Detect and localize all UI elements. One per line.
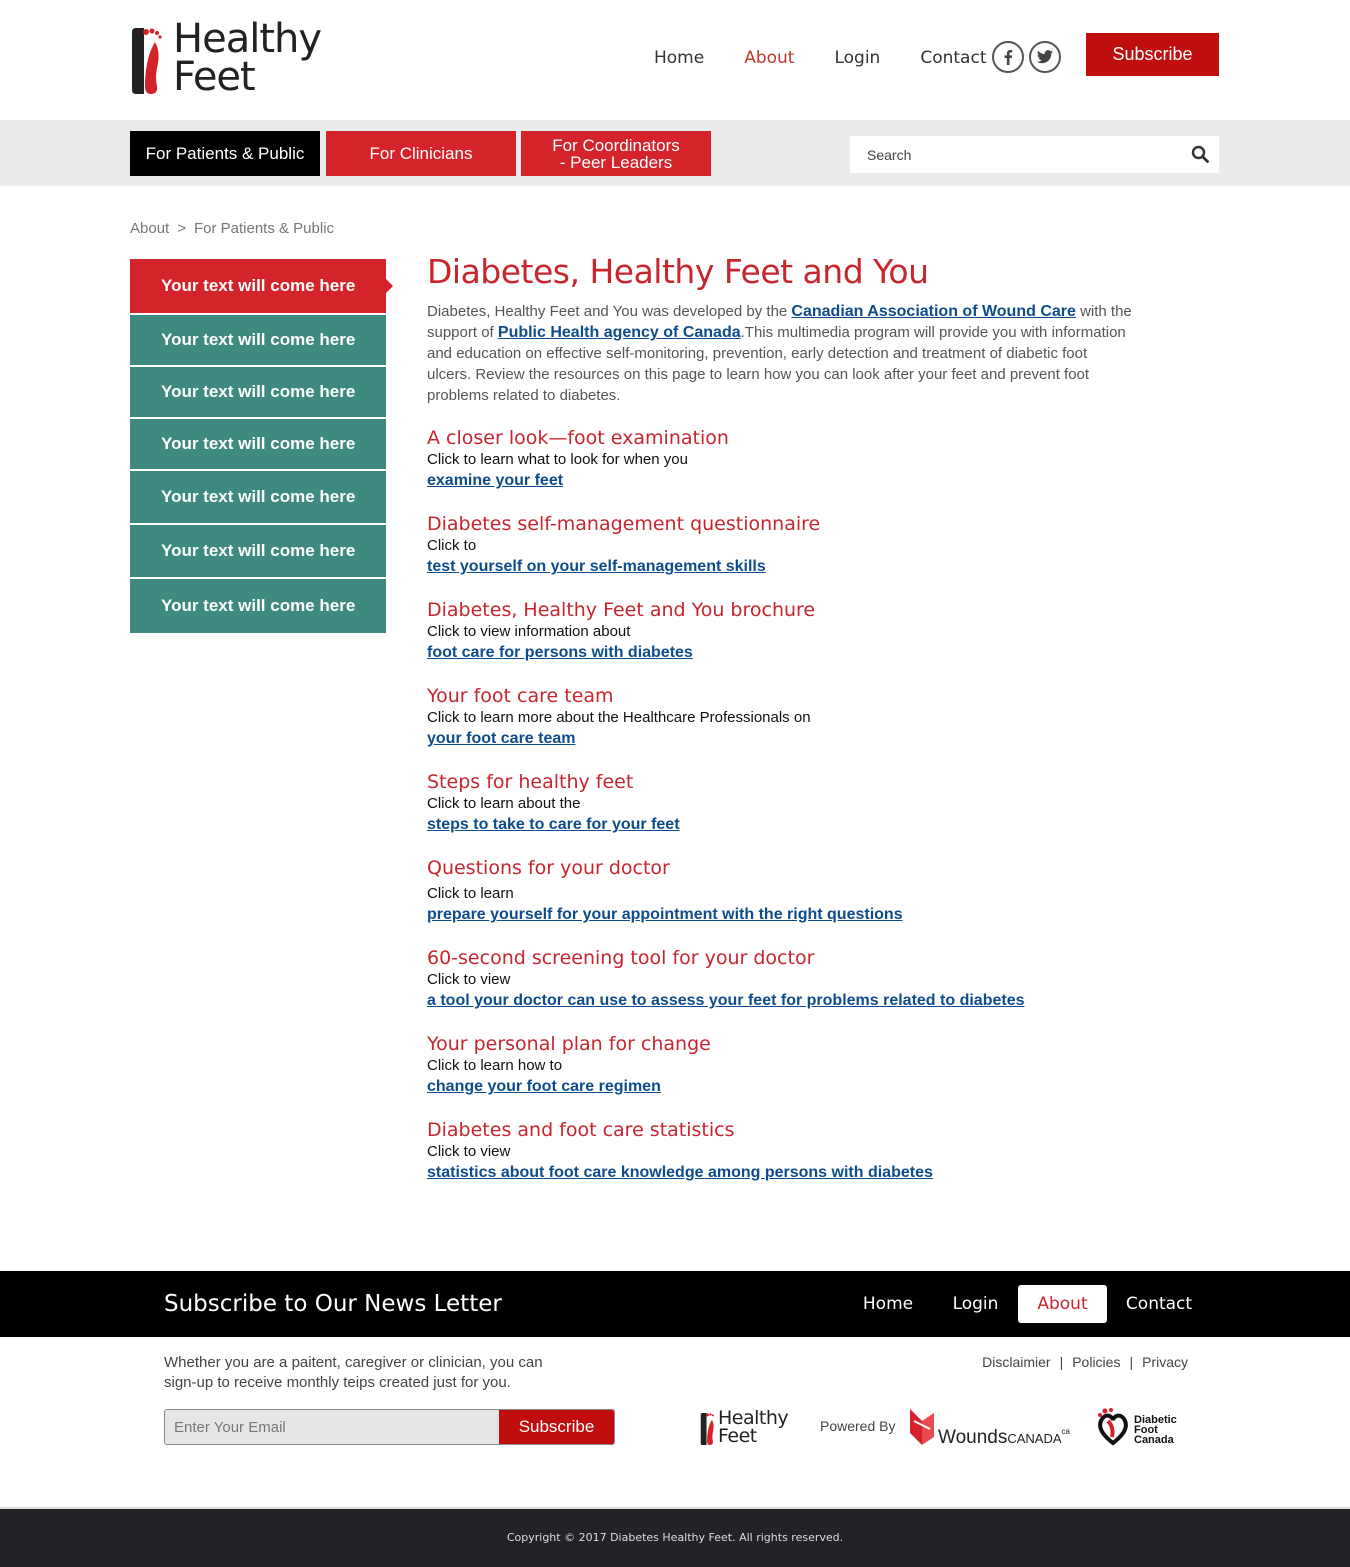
- sidebar-item-1[interactable]: Your text will come here: [130, 259, 386, 313]
- section-link[interactable]: foot care for persons with diabetes: [427, 644, 693, 661]
- newsletter-form: [164, 1409, 615, 1445]
- site-header: [0, 0, 1350, 120]
- section-heading: Your foot care team: [427, 685, 614, 707]
- resource-section: [427, 946, 1147, 1012]
- sidebar-item-7[interactable]: Your text will come here: [130, 579, 386, 633]
- section-heading: Steps for healthy feet: [427, 771, 634, 793]
- section-heading: Questions for your doctor: [427, 857, 670, 879]
- footer-nav-login[interactable]: Login: [952, 1294, 999, 1314]
- category-coordinators-button[interactable]: [521, 131, 711, 176]
- breadcrumb-separator: >: [177, 220, 186, 237]
- section-desc: Click to learn more about the Healthcare Professionals on: [427, 709, 811, 726]
- section-link[interactable]: test yourself on your self-management skills: [427, 558, 766, 575]
- section-desc: Click to learn how to: [427, 1057, 563, 1074]
- breadcrumb-about[interactable]: About: [130, 220, 170, 237]
- category-band: [0, 120, 1350, 186]
- main-content: [427, 252, 1147, 1184]
- wounds-canada-logo: WoundsCANADA$^{ca}$: [908, 1407, 1073, 1449]
- resource-section: [427, 856, 1147, 926]
- copyright-text: Copyright © 2017 Diabetes Healthy Feet. All rights reserved.: [506, 1531, 844, 1544]
- public-health-link[interactable]: Public Health agency of Canada: [497, 324, 741, 341]
- twitter-icon[interactable]: [1029, 41, 1061, 73]
- section-desc: Click to view: [427, 1143, 511, 1160]
- section-heading: Diabetes and foot care statistics: [427, 1119, 735, 1141]
- section-desc: Click to view information about: [427, 623, 631, 640]
- footer-nav-contact[interactable]: Contact: [1125, 1294, 1193, 1314]
- category-patients-button[interactable]: For Patients & Public: [130, 131, 320, 176]
- resource-section: [427, 1032, 1147, 1098]
- section-heading: Diabetes self-management questionnaire: [427, 513, 821, 535]
- wound-care-link[interactable]: Canadian Association of Wound Care: [791, 303, 1076, 320]
- footer-body: [0, 1337, 1350, 1507]
- resource-section: [427, 684, 1147, 750]
- search-input[interactable]: [850, 136, 1170, 173]
- section-link[interactable]: steps to take to care for your feet: [427, 816, 680, 833]
- disclaimer-link[interactable]: Disclaimier: [982, 1354, 1051, 1370]
- sidebar-item-5[interactable]: Your text will come here: [130, 471, 386, 523]
- page-title: Diabetes, Healthy Feet and You: [427, 252, 929, 291]
- powered-by-label: Powered By: [820, 1418, 896, 1434]
- section-link[interactable]: your foot care team: [427, 730, 576, 747]
- section-desc: Click to view: [427, 971, 511, 988]
- heart-foot-icon: [1096, 1407, 1130, 1447]
- email-input[interactable]: [165, 1410, 499, 1444]
- nav-contact[interactable]: Contact: [920, 48, 987, 68]
- sidebar: [130, 259, 386, 635]
- logo-text-feet: Feet: [173, 54, 255, 100]
- policies-link[interactable]: Policies: [1072, 1354, 1121, 1370]
- resource-section: [427, 512, 1147, 578]
- section-heading: Diabetes, Healthy Feet and You brochure: [427, 599, 816, 621]
- category-clinicians-button[interactable]: For Clinicians: [326, 131, 516, 176]
- section-link[interactable]: a tool your doctor can use to assess your feet for problems related to diabetes: [427, 992, 1025, 1009]
- section-heading: 60-second screening tool for your doctor: [427, 947, 815, 969]
- section-heading: Your personal plan for change: [427, 1033, 711, 1055]
- facebook-icon[interactable]: [992, 41, 1024, 73]
- section-link[interactable]: prepare yourself for your appointment with the right questions: [427, 906, 903, 923]
- newsletter-bar: [0, 1271, 1350, 1337]
- logo-text-healthy: Healthy: [173, 16, 322, 62]
- section-link[interactable]: examine your feet: [427, 472, 564, 489]
- breadcrumb: [130, 220, 334, 237]
- nav-about[interactable]: About: [744, 48, 795, 68]
- wounds-canada-icon: [908, 1407, 936, 1447]
- sidebar-item-4[interactable]: Your text will come here: [130, 419, 386, 469]
- footer-healthy-feet-logo: Healthy Feet: [700, 1409, 800, 1449]
- section-desc: Click to learn: [427, 885, 514, 902]
- healthy-feet-logo[interactable]: [131, 16, 322, 100]
- resource-section: [427, 1118, 1147, 1184]
- resource-section: [427, 770, 1147, 836]
- search-box: [850, 136, 1219, 173]
- search-icon[interactable]: [1191, 145, 1209, 163]
- nav-home[interactable]: Home: [654, 48, 705, 68]
- footer-nav-home[interactable]: Home: [862, 1294, 914, 1314]
- copyright-bar: [0, 1507, 1350, 1567]
- section-link[interactable]: statistics about foot care knowledge among persons with diabetes: [427, 1164, 933, 1181]
- subscribe-button[interactable]: Subscribe: [1086, 33, 1219, 76]
- footer-nav-about[interactable]: About: [1018, 1285, 1107, 1323]
- section-desc: Click to learn about the: [427, 795, 581, 812]
- resource-section: [427, 426, 1147, 492]
- foot-logo-icon: [700, 1411, 716, 1447]
- newsletter-title: Subscribe to Our News Letter: [164, 1291, 502, 1317]
- category-coordinators-line2: - Peer Leaders: [559, 152, 673, 172]
- nav-login[interactable]: Login: [834, 48, 881, 68]
- diabetic-foot-canada-logo: Diabetic Foot Canada: [1096, 1407, 1186, 1449]
- top-nav: [654, 48, 1026, 68]
- category-coordinators-line1: For Coordinators: [552, 135, 680, 155]
- breadcrumb-current: For Patients & Public: [193, 220, 335, 237]
- section-desc: Click to: [427, 537, 477, 554]
- intro-paragraph: Diabetes, Healthy Feet and You was developed by the Canadian Association of Wound Care with the support of Public Health agency of Canada.This multimedia program will provide you with information and education on effective self-monitoring, prevention, early detection and treatment of diabetic foot ulcers. Review the resources on this page to learn how you can look after your feet and prevent foot problems related to diabetes.: [427, 303, 1132, 404]
- newsletter-subscribe-button[interactable]: Subscribe: [499, 1410, 614, 1444]
- sidebar-item-2[interactable]: Your text will come here: [130, 315, 386, 365]
- foot-logo-icon: [131, 24, 163, 98]
- section-link[interactable]: change your foot care regimen: [427, 1078, 661, 1095]
- resource-section: [427, 598, 1147, 664]
- section-heading: A closer look—foot examination: [427, 427, 729, 449]
- legal-links: Disclaimier | Policies | Privacy: [982, 1354, 1188, 1370]
- section-desc: Click to learn what to look for when you: [427, 451, 688, 468]
- newsletter-description: Whether you are a paitent, caregiver or clinician, you can sign-up to receive monthly teips created just for you.: [164, 1354, 543, 1391]
- privacy-link[interactable]: Privacy: [1142, 1354, 1188, 1370]
- sidebar-item-3[interactable]: Your text will come here: [130, 367, 386, 417]
- sidebar-item-6[interactable]: Your text will come here: [130, 525, 386, 577]
